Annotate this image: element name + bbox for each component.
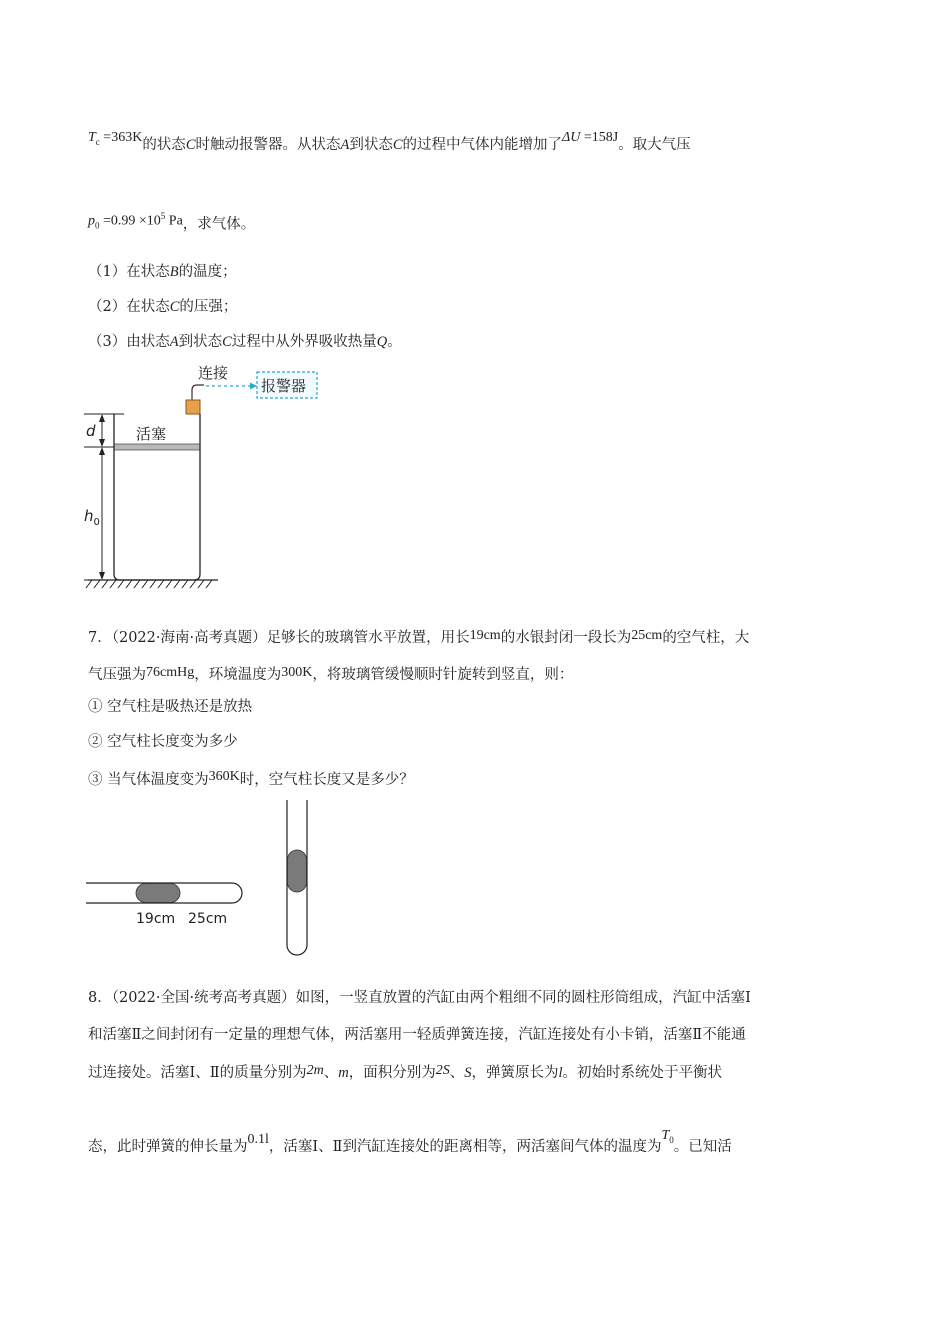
p8-line-3: 过连接处。活塞Ⅰ、Ⅱ的质量分别为2m、m，面积分别为2S、S，弹簧原长为l。初始时系统处于平衡状 <box>88 1063 722 1081</box>
p0-equation: $p_0 =0.99 \times 10^5$ Pa <box>88 211 183 231</box>
cylinder-alarm-figure <box>80 358 340 590</box>
du-equation: ΔU =158J <box>562 130 619 145</box>
tube-label-25cm: 25cm <box>188 911 228 927</box>
p7-line-1: 7．（2022·海南·高考真题）足够长的玻璃管水平放置，用长19cm的水银封闭一段长为25cm的空气柱，大 <box>88 628 750 646</box>
p6-line-2: $p_0 =0.99 \times 10^5$ Pa，求气体。 <box>88 206 255 235</box>
p7-line-2: 气压强为76cmHg，环境温度为300K，将玻璃管缓慢顺时针旋转到竖直，则： <box>88 665 574 683</box>
dim-d-arrow-up <box>99 414 105 422</box>
dim-h-arrow-up <box>99 447 105 455</box>
connect-label: 连接 <box>198 364 229 382</box>
spring-extension: 0.1l <box>247 1132 269 1147</box>
dim-d-arrow-down <box>99 439 105 447</box>
t0-symbol: $T_0$ <box>661 1128 674 1145</box>
p6-question-2: （2）在状态C的压强； <box>88 299 238 315</box>
tc-equation: $T_c =363K$ <box>88 130 143 147</box>
p7-question-2: ② 空气柱长度变为多少 <box>88 734 238 750</box>
piston-label: 活塞 <box>136 425 167 443</box>
glass-tube-figure <box>86 800 326 960</box>
piston <box>115 444 200 450</box>
arrow-head <box>250 383 257 390</box>
ground-hatch <box>86 580 212 588</box>
p6-question-1: （1）在状态B的温度； <box>88 264 237 280</box>
dim-d-label: d <box>86 422 96 440</box>
alarm-label: 报警器 <box>261 377 307 395</box>
p8-line-4: 态，此时弹簧的伸长量为0.1l，活塞Ⅰ、Ⅱ到汽缸连接处的距离相等，两活塞间气体的温度为$T_0$。已知活 <box>88 1128 732 1155</box>
p8-line-2: 和活塞Ⅱ之间封闭有一定量的理想气体，两活塞用一轻质弹簧连接，汽缸连接处有小卡销，活塞Ⅱ不能通 <box>88 1027 746 1043</box>
dim-h-arrow-down <box>99 572 105 580</box>
mercury-vertical <box>288 850 307 892</box>
p8-line-1: 8．（2022·全国·统考高考真题）如图，一竖直放置的汽缸由两个粗细不同的圆柱形筒组成，汽缸中活塞Ⅰ <box>88 990 751 1006</box>
sensor-wire <box>192 385 204 400</box>
mercury-horizontal <box>136 884 180 903</box>
sensor <box>186 400 200 414</box>
p7-question-1: ① 空气柱是吸热还是放热 <box>88 699 253 715</box>
p7-question-3: ③ 当气体温度变为360K时，空气柱长度又是多少？ <box>88 769 414 788</box>
tube-label-19cm: 19cm <box>136 911 176 927</box>
p6-line-1: $T_c =363K$的状态C时触动报警器。从状态A到状态C的过程中气体内能增加了ΔU =158J。取大气压 <box>88 130 691 153</box>
dim-h-label: $h_0$ <box>84 507 100 528</box>
p6-question-3: （3）由状态A到状态C过程中从外界吸收热量Q。 <box>88 334 402 350</box>
